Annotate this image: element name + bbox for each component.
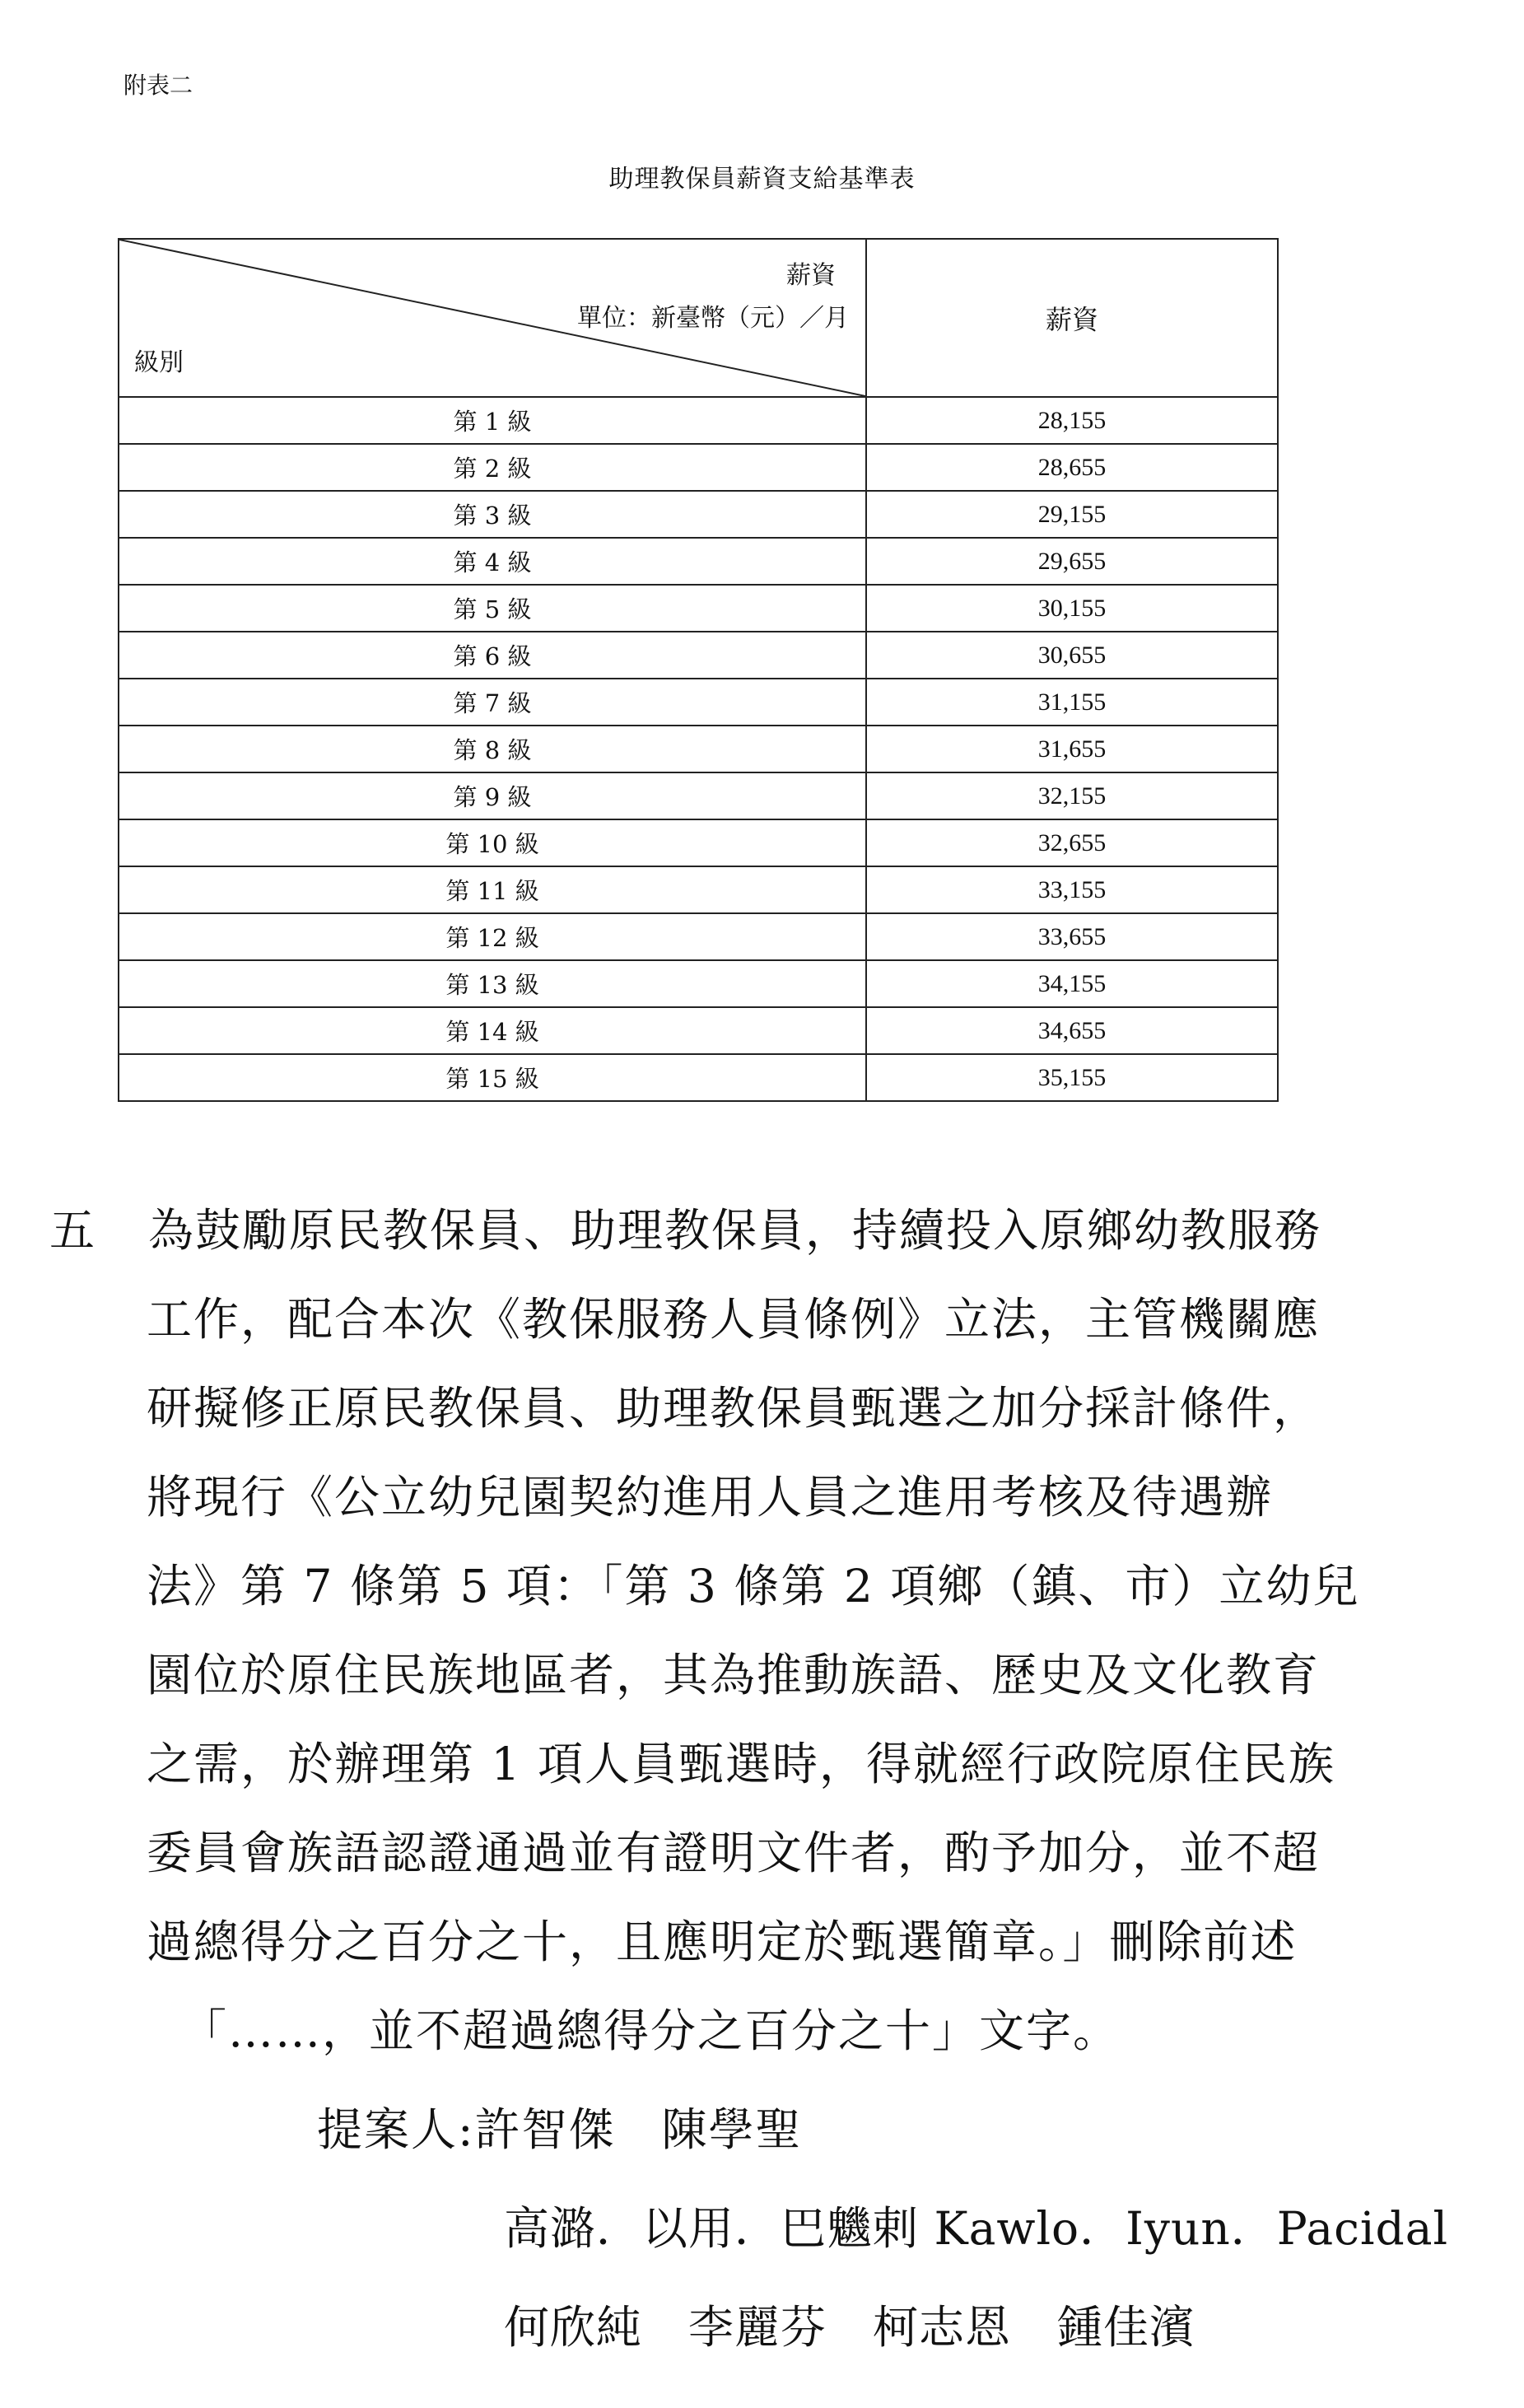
level-cell: 第 3 級 [119, 491, 866, 538]
salary-cell: 28,155 [866, 397, 1278, 444]
header-level-label: 級別 [134, 348, 184, 377]
salary-cell: 34,655 [866, 1007, 1278, 1054]
unit-label: 單位：新臺幣（元）／月 [577, 304, 849, 333]
cosigner-line-2 [504, 2291, 1195, 2356]
salary-cell: 32,655 [866, 819, 1278, 866]
level-cell: 第 9 級 [119, 772, 866, 819]
section-line: 法》第 7 條第 5 項：「第 3 條第 2 項鄉（鎮、市）立幼兒 [147, 1560, 1360, 1612]
level-cell: 第 14 級 [119, 1007, 866, 1054]
proposer-name: 許智傑 [474, 2103, 616, 2156]
proposer-name: 陳學聖 [661, 2103, 803, 2156]
salary-cell: 29,655 [866, 538, 1278, 585]
table-row [119, 585, 1278, 632]
table-row [119, 960, 1278, 1007]
salary-cell: 34,155 [866, 960, 1278, 1007]
table-body [119, 397, 1278, 1101]
level-cell: 第 12 級 [119, 913, 866, 960]
salary-cell: 28,655 [866, 444, 1278, 491]
level-cell: 第 1 級 [119, 397, 866, 444]
table-title: 助理教保員薪資支給基準表 [608, 165, 916, 194]
proposer-line [317, 2093, 803, 2158]
table-row [119, 1007, 1278, 1054]
table-row [119, 772, 1278, 819]
section-line: 研擬修正原民教保員、助理教保員甄選之加分採計條件， [147, 1382, 1321, 1435]
table-row [119, 491, 1278, 538]
proposer-label: 提案人: [317, 2103, 475, 2156]
section-line: 為鼓勵原民教保員、助理教保員，持續投入原鄉幼教服務 [148, 1204, 1322, 1257]
cosigner-name: 李麗芬 [688, 2301, 827, 2354]
section-number: 五 [49, 1204, 96, 1257]
table-header-row [119, 239, 1278, 397]
salary-cell: 31,155 [866, 679, 1278, 726]
table-row [119, 726, 1278, 772]
table-row [119, 913, 1278, 960]
cosigner-name: 何欣純 [504, 2301, 643, 2354]
appendix-label: 附表二 [124, 72, 193, 99]
section-line: 之需，於辦理第 1 項人員甄選時，得就經行政院原住民族 [147, 1738, 1335, 1790]
table-row [119, 679, 1278, 726]
section-line: 「……，並不超過總得分之百分之十」文字。 [181, 2004, 1121, 2057]
level-cell: 第 13 級 [119, 960, 866, 1007]
salary-cell: 31,655 [866, 726, 1278, 772]
table-row [119, 444, 1278, 491]
level-cell: 第 10 級 [119, 819, 866, 866]
salary-cell: 32,155 [866, 772, 1278, 819]
table-row [119, 819, 1278, 866]
level-cell: 第 6 級 [119, 632, 866, 679]
table-row [119, 397, 1278, 444]
salary-cell: 30,155 [866, 585, 1278, 632]
level-cell: 第 15 級 [119, 1054, 866, 1101]
level-cell: 第 2 級 [119, 444, 866, 491]
level-cell: 第 5 級 [119, 585, 866, 632]
table-row [119, 538, 1278, 585]
level-cell: 第 7 級 [119, 679, 866, 726]
table-row [119, 632, 1278, 679]
table-row [119, 866, 1278, 913]
salary-cell: 33,655 [866, 913, 1278, 960]
table-row [119, 1054, 1278, 1101]
section-line: 工作，配合本次《教保服務人員條例》立法，主管機關應 [147, 1293, 1321, 1346]
cosigner-name: 柯志恩 [873, 2301, 1012, 2354]
salary-cell: 35,155 [866, 1054, 1278, 1101]
section-line: 委員會族語認證通過並有證明文件者，酌予加分，並不超 [147, 1827, 1321, 1879]
cosigner-line-1: 高潞．以用．巴魕剌 Kawlo．Iyun．Pacidal [504, 2202, 1449, 2255]
salary-table [118, 238, 1279, 1102]
salary-column-header: 薪資 [866, 239, 1278, 397]
level-cell: 第 4 級 [119, 538, 866, 585]
salary-cell: 29,155 [866, 491, 1278, 538]
salary-cell: 33,155 [866, 866, 1278, 913]
header-salary-label: 薪資 [786, 261, 836, 290]
level-cell: 第 8 級 [119, 726, 866, 772]
section-line: 將現行《公立幼兒園契約進用人員之進用考核及待遇辦 [147, 1471, 1274, 1524]
cosigner-name: 鍾佳濱 [1057, 2301, 1196, 2354]
level-cell: 第 11 級 [119, 866, 866, 913]
section-line: 園位於原住民族地區者，其為推動族語、歷史及文化教育 [147, 1649, 1321, 1701]
salary-cell: 30,655 [866, 632, 1278, 679]
section-line: 過總得分之百分之十，且應明定於甄選簡章。」刪除前述 [147, 1916, 1298, 1968]
diagonal-header-cell [119, 239, 866, 397]
